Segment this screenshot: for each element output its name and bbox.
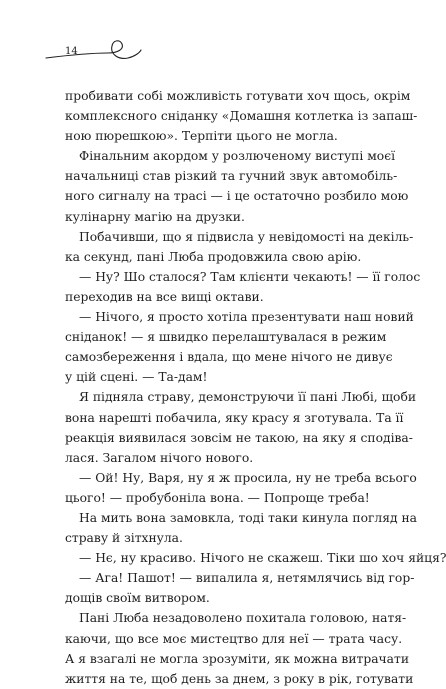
text-line: ка секунд, пані Люба продовжила свою арію. [65,249,362,264]
text-line: дощів своїм витвором. [65,591,210,606]
text-line: пробивати собі можливість готувати хоч щось, окрім [65,89,411,103]
page-number: 14 [65,46,78,57]
page-header [0,0,402,80]
text-line: ного сигналу на трасі — і це остаточно розбило мою [65,189,409,204]
text-line: — Нічого, я просто хотіла презентувати наш новий [79,310,414,325]
text-line: лася. Загалом нічого нового. [65,450,254,465]
text-line: — Ой! Ну, Варя, ну я ж просила, ну не треба всього [79,470,417,485]
text-line: кулінарну магію на друзки. [65,209,245,224]
text-line: цього! — пробубоніла вона. — Попроще треба! [65,490,370,505]
text-line: переходив на все вищі октави. [65,289,264,304]
text-line: самозбереження і вдала, що мене нічого не дивує [65,350,393,365]
text-line: у цій сцені. — Та-дам! [65,370,208,385]
text-line: На мить вона замовкла, тоді таки кинула погляд на [79,510,417,525]
text-line: А я взагалі не могла зрозуміти, як можна витрачати [65,651,410,666]
text-line: життя на те, щоб день за днем, з року в рік, готувати [65,671,414,686]
text-line: страву й зітхнула. [65,531,183,546]
text-line: Пані Люба незадоволено похитала головою, натя- [79,611,407,626]
text-line: Я підняла страву, демонструючи її пані Любі, щоби [79,390,417,405]
text-line: комплексного сніданку «Домашня котлетка із запаш- [65,109,418,124]
text-line: сніданок! — я швидко перелаштувалася в режим [65,330,387,345]
text-line: вона нарешті побачила, яку красу я зготувала. Та її [65,410,404,425]
flourish-ornament-icon [0,0,402,80]
text-line: Побачивши, що я підвисла у невідомості на декіль- [79,229,414,244]
text-line: реакція виявилася зовсім не такою, на яку я сподіва- [65,430,413,445]
text-line: — Ага! Пашот! — випалила я, нетямлячись від гор- [79,571,415,586]
text-line: начальниці став різкий та гучний звук автомобіль- [65,169,398,184]
text-line: каючи, що все моє мистецтво для неї — трата часу. [65,631,403,646]
text-line: — Ну? Шо сталося? Там клієнти чекають! — її голос [79,269,421,284]
text-line: — Нє, ну красиво. Нічого не скажеш. Тіки шо хоч яйця? [79,551,446,566]
body-text [65,86,446,689]
text-line: ною пюрешкою». Терпіти цього не могла. [65,129,338,144]
text-line: Фінальним акордом у розлюченому виступі моєї [79,149,396,164]
